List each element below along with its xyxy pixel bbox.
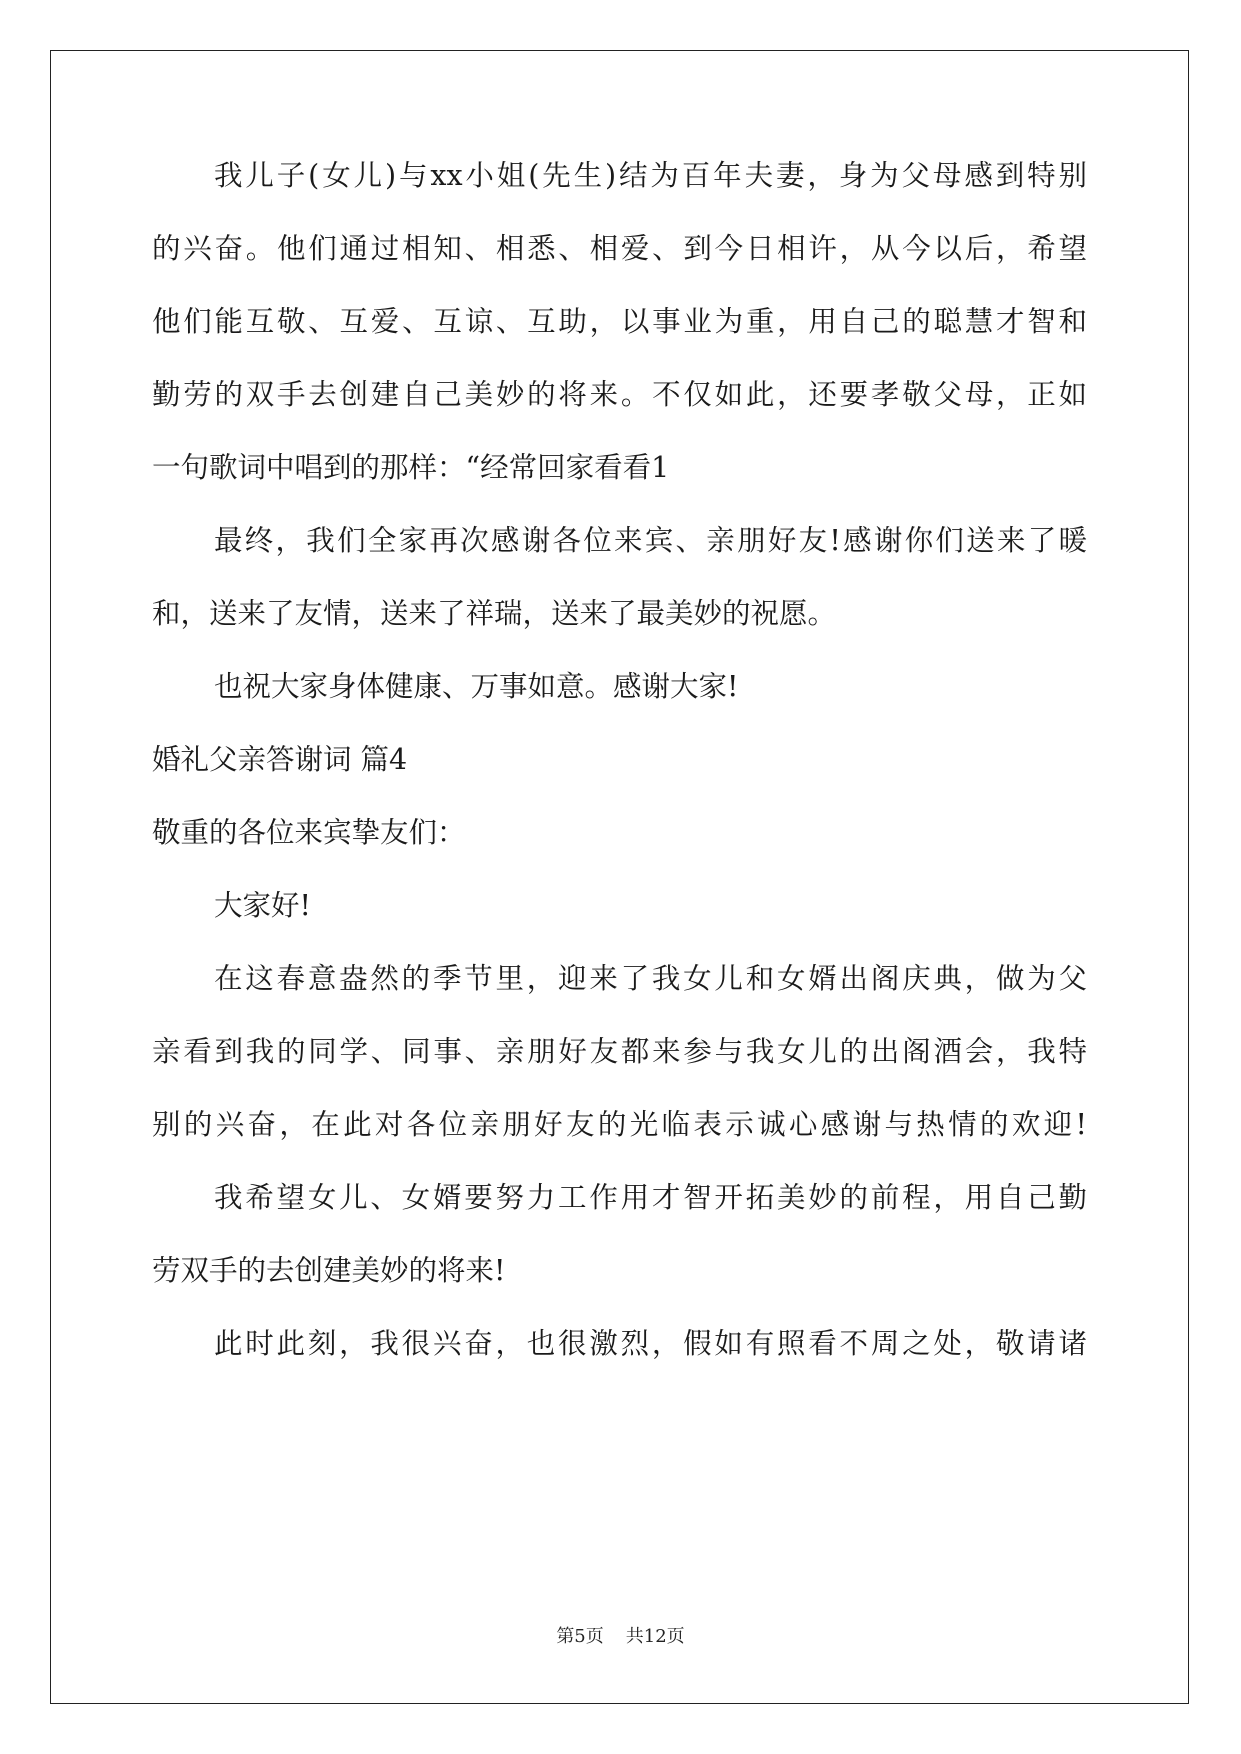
text-line: 和，送来了友情，送来了祥瑞，送来了最美妙的祝愿。 <box>152 597 837 630</box>
text-line: 最终，我们全家再次感谢各位来宾、亲朋好友!感谢你们送来了暖 <box>214 524 1087 557</box>
text-line: 别的兴奋，在此对各位亲朋好友的光临表示诚心感谢与热情的欢迎! <box>152 1108 1087 1141</box>
section-heading: 婚礼父亲答谢词 篇4 <box>152 743 408 776</box>
text-line: 也祝大家身体健康、万事如意。感谢大家! <box>214 670 739 703</box>
text-line: 此时此刻，我很兴奋，也很激烈，假如有照看不周之处，敬请诸 <box>214 1327 1087 1360</box>
text-line: 我儿子(女儿)与xx小姐(先生)结为百年夫妻，身为父母感到特别 <box>214 159 1087 192</box>
text-line: 亲看到我的同学、同事、亲朋好友都来参与我女儿的出阁酒会，我特 <box>152 1035 1087 1068</box>
page-number: 第5页 <box>556 1626 604 1647</box>
page-footer <box>0 1622 1241 1648</box>
salutation: 敬重的各位来宾挚友们： <box>152 816 466 849</box>
text-line: 一句歌词中唱到的那样：“经常回家看看1 <box>152 451 670 484</box>
text-line: 劳双手的去创建美妙的将来! <box>152 1254 506 1287</box>
text-line: 在这春意盎然的季节里，迎来了我女儿和女婿出阁庆典，做为父 <box>214 962 1087 995</box>
text-line: 我希望女儿、女婿要努力工作用才智开拓美妙的前程，用自己勤 <box>214 1181 1087 1214</box>
greeting: 大家好! <box>214 889 311 922</box>
page-total: 共12页 <box>625 1626 685 1647</box>
text-line: 的兴奋。他们通过相知、相悉、相爱、到今日相许，从今以后，希望 <box>152 232 1087 265</box>
text-line: 勤劳的双手去创建自己美妙的将来。不仅如此，还要孝敬父母，正如 <box>152 378 1087 411</box>
page-border <box>50 50 1189 1704</box>
text-line: 他们能互敬、互爱、互谅、互助，以事业为重，用自己的聪慧才智和 <box>152 305 1087 338</box>
